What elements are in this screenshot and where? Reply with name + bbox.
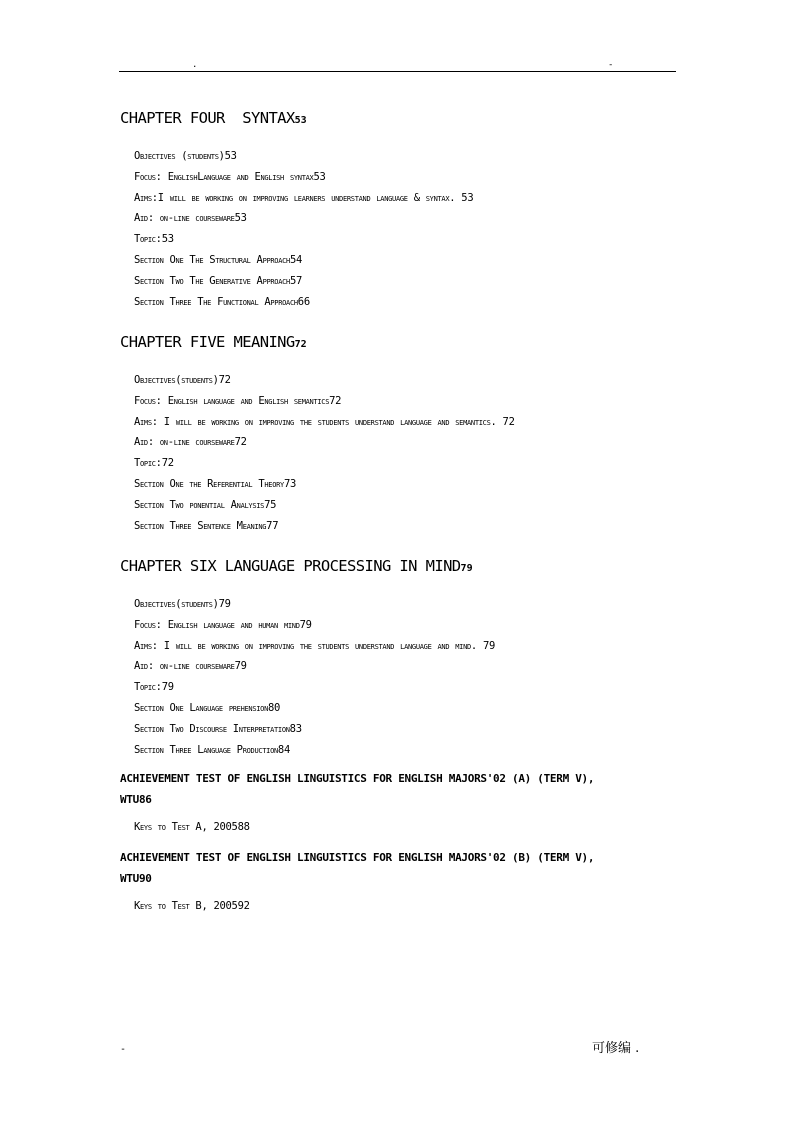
header-left-mark: . (192, 60, 198, 70)
chapter-title: CHAPTER FOUR SYNTAX (120, 109, 295, 127)
chapter-six-entries (134, 594, 495, 760)
test-page: WTU90 (120, 872, 152, 885)
toc-entry[interactable]: Aid: on-line courseware72 (134, 436, 247, 449)
toc-entry[interactable]: Objectives (students)53 (134, 150, 237, 162)
toc-entry[interactable]: Objectives(students)79 (134, 598, 231, 610)
toc-entry[interactable]: Aid: on-line courseware53 (134, 212, 247, 225)
test-b-key-entry[interactable]: Keys to Test B, 200592 (134, 900, 250, 912)
toc-entry[interactable]: Focus: EnglishLanguage and English syntax53 (134, 170, 326, 183)
toc-entry[interactable]: Topic:72 (134, 457, 174, 470)
toc-entry[interactable]: Section One the Referential Theory73 (134, 477, 296, 490)
footer-left-mark: - (120, 1044, 127, 1055)
toc-entry[interactable]: Section Three Language Production84 (134, 743, 290, 756)
toc-entry[interactable]: Section Two The Generative Approach57 (134, 274, 303, 287)
toc-entry[interactable]: Section Two Discourse Interpretation83 (134, 722, 302, 735)
test-title: ACHIEVEMENT TEST OF ENGLISH LINGUISTICS FOR ENGLISH MAJORS'02 (B) (TERM V), (120, 851, 595, 864)
toc-entry[interactable]: Objectives(students)72 (134, 374, 231, 386)
test-a-heading[interactable] (120, 768, 660, 810)
chapter-four-heading[interactable] (120, 108, 307, 131)
toc-entry[interactable]: Topic:79 (134, 681, 174, 694)
toc-entry[interactable]: Focus: English language and English semantics72 (134, 394, 342, 407)
chapter-page: 79 (460, 563, 473, 574)
toc-entry[interactable]: Section Two ponential Analysis75 (134, 498, 277, 511)
toc-entry[interactable]: Aid: on-line courseware79 (134, 660, 247, 673)
test-a-key-entry[interactable]: Keys to Test A, 200588 (134, 821, 250, 833)
chapter-five-heading[interactable] (120, 332, 307, 355)
toc-entry[interactable]: Section One The Structural Approach54 (134, 253, 303, 266)
chapter-title: CHAPTER FIVE MEANING (120, 333, 295, 351)
toc-entry[interactable]: Aims: I will be working on improving the students understand language and semantics. 72 (134, 415, 515, 428)
header-rule (119, 71, 676, 72)
toc-entry[interactable]: Focus: English language and human mind79 (134, 618, 312, 631)
chapter-four-entries (134, 146, 473, 312)
toc-entry[interactable]: Aims:I will be working on improving learners understand language & syntax. 53 (134, 191, 474, 204)
chapter-title: CHAPTER SIX LANGUAGE PROCESSING IN MIND (120, 557, 461, 575)
toc-entry[interactable]: Topic:53 (134, 233, 174, 246)
test-b-heading[interactable] (120, 847, 660, 889)
toc-entry[interactable]: Section Three Sentence Meaning77 (134, 519, 279, 532)
chapter-six-heading[interactable] (120, 556, 473, 579)
test-page: WTU86 (120, 793, 152, 806)
chapter-page: 53 (294, 115, 307, 126)
footer-editable-note: 可修编 . (592, 1041, 640, 1056)
toc-entry[interactable]: Section One Language prehension80 (134, 701, 281, 714)
chapter-page: 72 (294, 339, 307, 350)
test-title: ACHIEVEMENT TEST OF ENGLISH LINGUISTICS FOR ENGLISH MAJORS'02 (A) (TERM V), (120, 772, 595, 785)
chapter-five-entries (134, 370, 515, 536)
toc-entry[interactable]: Section Three The Functional Approach66 (134, 295, 310, 308)
toc-entry[interactable]: Aims: I will be working on improving the students understand language and mind. 79 (134, 639, 496, 652)
header-right-mark: - (608, 60, 614, 70)
